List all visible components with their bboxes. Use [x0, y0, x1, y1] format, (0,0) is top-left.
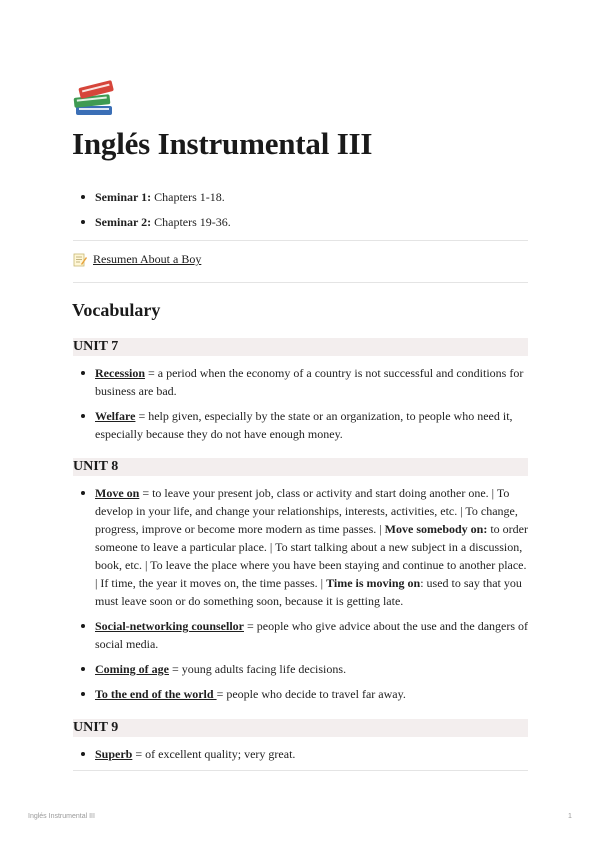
vocab-definition: : used to say that you must leave soon or do something soon, because it is getting late.: [95, 576, 522, 608]
divider: [73, 770, 528, 771]
vocab-list: [73, 745, 528, 770]
list-item: [73, 213, 533, 231]
vocab-term: Superb: [95, 747, 133, 761]
vocab-definition: = young adults facing life decisions.: [169, 662, 347, 676]
vocab-definition: = people who give advice about the use and the dangers of social media.: [95, 619, 529, 651]
unit-heading: UNIT 7: [73, 338, 528, 356]
vocab-term: To the end of the world: [95, 687, 217, 701]
link-text[interactable]: Resumen About a Boy: [93, 252, 202, 266]
list-item: [73, 745, 528, 763]
vocab-definition: = help given, especially by the state or an organization, to people who need it, especially because they do not have enough money.: [95, 409, 513, 441]
list-item: [73, 364, 528, 400]
vocab-term: Move somebody on:: [384, 522, 488, 536]
vocab-term: Coming of age: [95, 662, 169, 676]
memo-icon: [73, 253, 87, 267]
list-item: [73, 407, 528, 443]
divider: [73, 240, 528, 241]
seminar-text: Chapters 1-18.: [151, 190, 225, 204]
seminar-list: [73, 188, 533, 206]
vocab-term: Welfare: [95, 409, 136, 423]
section-heading: Vocabulary: [72, 300, 161, 320]
vocab-definition: = of excellent quality; very great.: [132, 747, 296, 761]
vocab-term: Social-networking counsellor: [95, 619, 244, 633]
footer-title: Inglés Instrumental III: [28, 813, 95, 820]
list-item: [73, 660, 528, 678]
vocab-list: [73, 364, 528, 450]
vocab-term: Time is moving on: [326, 576, 421, 590]
page-link[interactable]: [73, 252, 201, 267]
vocab-definition: to order someone to leave a particular place. | To start talking about a new subject in a discussion, book, etc. | To leave the place where you have been staying and continue to another place. | If time, the year it moves on, the time passes. |: [95, 522, 528, 590]
list-item: [73, 617, 528, 653]
page-title: Inglés Instrumental III: [72, 126, 373, 161]
seminar-label: Seminar 1:: [95, 190, 152, 204]
page-number: 1: [568, 813, 572, 820]
seminar-text: Chapters 19-36.: [151, 215, 231, 229]
seminar-label: Seminar 2:: [95, 215, 152, 229]
divider: [73, 282, 528, 283]
vocab-definition: = people who decide to travel far away.: [216, 687, 406, 701]
vocab-definition: = a period when the economy of a country is not successful and conditions for business are bad.: [95, 366, 524, 398]
unit-heading: UNIT 9: [73, 719, 528, 737]
books-icon: [73, 78, 117, 118]
seminar-list: [73, 213, 533, 231]
vocab-term: Move on: [95, 486, 140, 500]
vocab-definition: = to leave your present job, class or activity and start doing another one. | To develop in your life, and change your relationships, interests, activities, etc. | To change, progress, improve or become more modern as time passes. |: [95, 486, 518, 536]
list-item: [73, 484, 528, 610]
vocab-term: Recession: [95, 366, 145, 380]
list-item: [73, 188, 533, 206]
vocab-list: [73, 484, 528, 710]
unit-heading: UNIT 8: [73, 458, 528, 476]
list-item: [73, 685, 528, 703]
